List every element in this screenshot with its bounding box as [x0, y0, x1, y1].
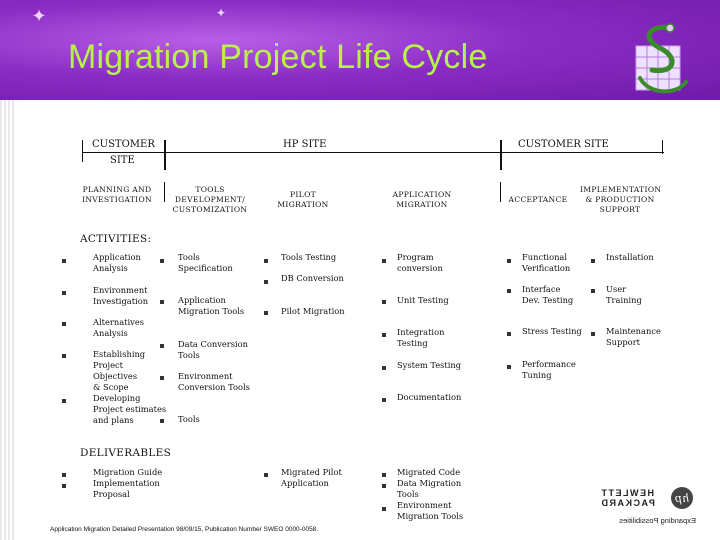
bullet-icon	[62, 399, 66, 403]
sparkle-icon: ✦	[215, 6, 227, 20]
bullet-icon	[382, 484, 386, 488]
bullet-icon	[382, 398, 386, 402]
site-header-customer-right: CUSTOMER SITE	[518, 139, 609, 150]
activity-item: Pilot Migration	[281, 306, 345, 316]
bullet-icon	[160, 259, 164, 263]
bullet-icon	[507, 289, 511, 293]
deliverable-item: Data Migration Tools	[397, 478, 462, 499]
bullet-icon	[382, 333, 386, 337]
activity-item: System Testing	[397, 360, 462, 370]
phase-divider-tick	[164, 182, 165, 202]
bullet-icon	[62, 291, 66, 295]
site-divider-tick	[82, 140, 83, 162]
bullet-icon	[382, 259, 386, 263]
slide-footer: Application Migration Detailed Presentation 98/09/15, Publication Number SWEO 0000-0058.	[50, 526, 319, 533]
activity-item: Application Analysis	[93, 252, 141, 273]
bullet-icon	[62, 322, 66, 326]
hp-emblem-icon	[670, 486, 694, 510]
bullet-icon	[62, 484, 66, 488]
activity-item: Interface Dev. Testing	[522, 284, 574, 305]
grid-s-logo-icon	[630, 18, 696, 102]
activity-item: Alternatives Analysis	[93, 317, 144, 338]
phase-acceptance: ACCEPTANCE	[508, 195, 568, 204]
activity-item: Environment Investigation	[93, 285, 149, 306]
activity-item: Tools Specification	[178, 252, 233, 273]
bullet-icon	[264, 280, 268, 284]
phase-planning: PLANNING AND INVESTIGATION	[82, 185, 152, 204]
activity-item: Application Migration Tools	[178, 295, 245, 316]
hp-logo: HEWLETT PACKARD hp Expanding Possibilities	[600, 488, 696, 525]
bullet-icon	[382, 507, 386, 511]
activity-item: Environment Conversion Tools	[178, 371, 250, 392]
site-divider-tick	[662, 140, 663, 154]
site-header-hp: HP SITE	[283, 139, 327, 150]
phase-application-migration: APPLICATION MIGRATION	[392, 190, 452, 209]
bullet-icon	[264, 259, 268, 263]
activity-item: User Training	[606, 284, 642, 305]
phase-divider-tick	[500, 182, 501, 202]
bullet-icon	[264, 473, 268, 477]
decorative-stripes	[0, 100, 14, 540]
bullet-icon	[591, 259, 595, 263]
activities-label: ACTIVITIES:	[80, 233, 152, 245]
activity-item: Unit Testing	[397, 295, 449, 305]
phase-pilot-migration: PILOT MIGRATION	[277, 190, 329, 209]
activity-item: Establishing Project Objectives & Scope	[93, 349, 146, 392]
deliverable-item: Migrated Pilot Application	[281, 467, 342, 488]
deliverables-label: DELIVERABLES	[80, 447, 172, 459]
bullet-icon	[62, 473, 66, 477]
site-divider-line	[82, 152, 164, 153]
bullet-icon	[264, 311, 268, 315]
phase-tools-development: TOOLS DEVELOPMENT/ CUSTOMIZATION	[172, 185, 248, 214]
activity-item: Maintenance Support	[606, 326, 661, 347]
activity-item: DB Conversion	[281, 273, 344, 283]
bullet-icon	[591, 289, 595, 293]
activity-item: Performance Tuning	[522, 359, 576, 380]
site-header-customer-left: CUSTOMER	[92, 139, 155, 150]
deliverable-item: Migration Guide	[93, 467, 163, 477]
bullet-icon	[160, 419, 164, 423]
bullet-icon	[160, 300, 164, 304]
bullet-icon	[382, 366, 386, 370]
activity-item: Tools Testing	[281, 252, 337, 262]
bullet-icon	[507, 365, 511, 369]
deliverable-item: Environment Migration Tools	[397, 500, 464, 521]
bullet-icon	[382, 300, 386, 304]
activity-item: Documentation	[397, 392, 462, 402]
bullet-icon	[507, 332, 511, 336]
activity-item: Tools	[178, 414, 200, 424]
bullet-icon	[160, 344, 164, 348]
deliverable-item: Migrated Code	[397, 467, 461, 477]
activity-item: Installation	[606, 252, 654, 262]
slide-title: Migration Project Life Cycle	[68, 38, 488, 76]
bullet-icon	[591, 332, 595, 336]
bullet-icon	[160, 376, 164, 380]
bullet-icon	[62, 259, 66, 263]
activity-item: Program conversion	[397, 252, 443, 273]
activity-item: Developing Project estimates and plans	[93, 393, 167, 425]
bullet-icon	[62, 354, 66, 358]
bullet-icon	[507, 259, 511, 263]
activity-item: Data Conversion Tools	[178, 339, 249, 360]
site-divider-line	[164, 152, 664, 153]
site-divider-tick	[500, 140, 502, 170]
svg-text:hp: hp	[674, 492, 690, 505]
site-divider-tick	[164, 140, 166, 170]
phase-implementation: IMPLEMENTATION & PRODUCTION SUPPORT	[580, 185, 662, 214]
activity-item: Integration Testing	[397, 327, 445, 348]
activity-item: Stress Testing	[522, 326, 582, 336]
site-header-customer-left-2: SITE	[110, 155, 135, 166]
bullet-icon	[382, 473, 386, 477]
deliverable-item: Implementation Proposal	[93, 478, 160, 499]
activity-item: Functional Verification	[522, 252, 571, 273]
sparkle-icon: ✦	[31, 6, 47, 27]
